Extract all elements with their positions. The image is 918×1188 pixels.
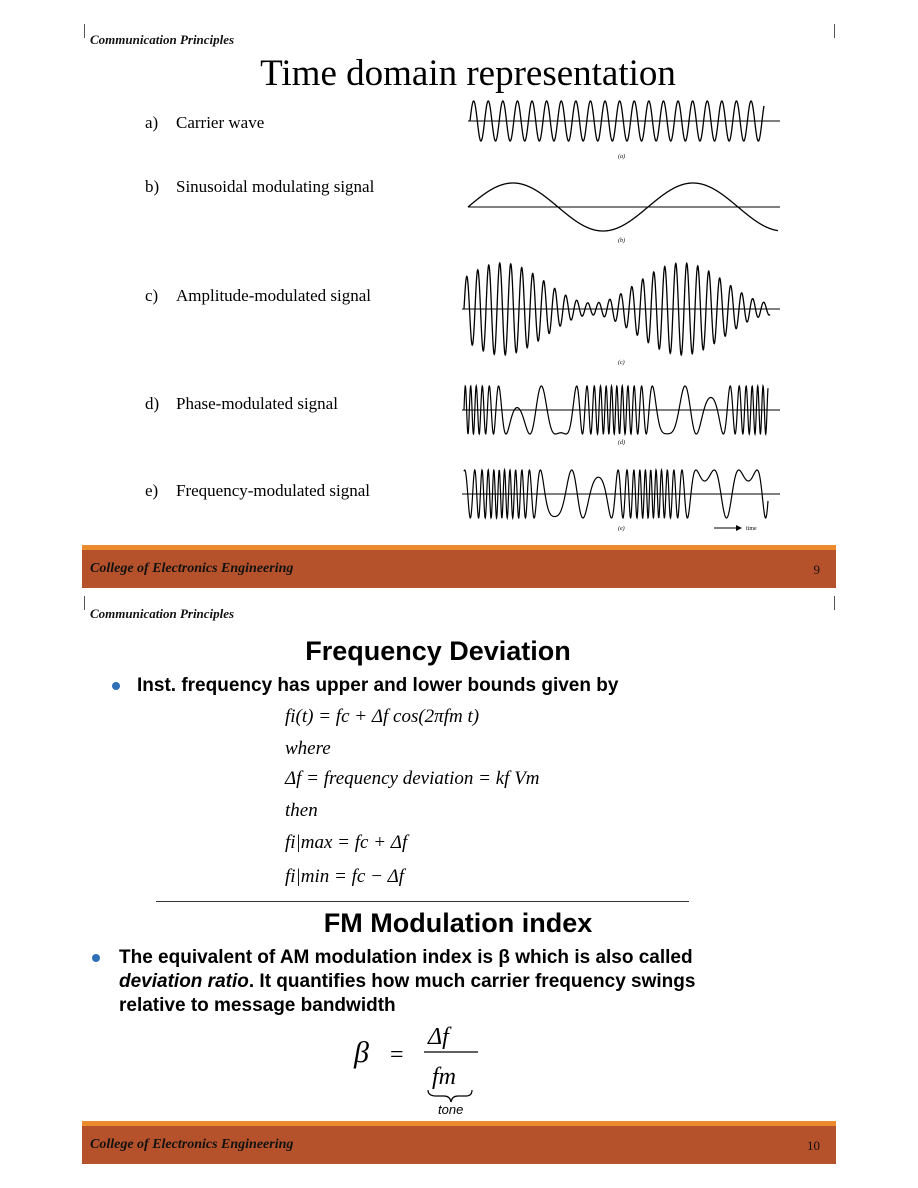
item-letter: e): [145, 481, 159, 500]
bullet-text-part: . It quantifies how much carrier frequency swings relative to message bandwidth: [119, 971, 696, 1016]
item-fm-signal: [145, 481, 370, 501]
item-modulating-signal: [145, 177, 374, 197]
fraction-denominator: fm: [432, 1064, 456, 1090]
item-label: Carrier wave: [176, 113, 265, 132]
item-letter: b): [145, 177, 160, 196]
bullet-instantaneous-frequency: Inst. frequency has upper and lower bounds given by: [137, 675, 619, 696]
modulating-signal-plot: [462, 170, 782, 245]
bullet-icon: [92, 954, 100, 962]
am-signal-plot: [462, 258, 782, 368]
carrier-wave-plot: [462, 92, 782, 162]
equation-where: where: [285, 738, 331, 759]
waveform-caption: (d): [618, 440, 625, 446]
footer-text: College of Electronics Engineering: [90, 561, 294, 576]
equation-frequency-deviation: Δf = frequency deviation = kf Vm: [285, 768, 540, 789]
slide-corner-mark: [834, 596, 835, 610]
slide-footer: [82, 1121, 836, 1164]
equation-instantaneous-frequency: fi(t) = fc + Δf cos(2πfm t): [285, 706, 480, 727]
equation-fi-min: fi|min = fc − Δf: [285, 866, 405, 887]
waveform-caption: (a): [618, 154, 625, 160]
section-title: FM Modulation index: [323, 908, 593, 938]
waveform-caption: (e): [618, 526, 625, 532]
time-arrow-head: [736, 525, 742, 531]
item-letter: a): [145, 113, 159, 132]
page-number: 10: [807, 1138, 820, 1153]
item-label: Amplitude-modulated signal: [176, 286, 371, 305]
bullet-modulation-index: [119, 946, 759, 1018]
equation-fi-max: fi|max = fc + Δf: [285, 832, 408, 853]
item-pm-signal: [145, 394, 338, 414]
slide-footer: [82, 545, 836, 588]
waveform-caption: (c): [618, 360, 625, 366]
pm-signal-plot: [462, 378, 782, 448]
slide-corner-mark: [834, 24, 835, 38]
item-letter: c): [145, 286, 159, 305]
equation-then: then: [285, 800, 318, 821]
item-label: Frequency-modulated signal: [176, 481, 371, 500]
underbrace-label: tone: [438, 1102, 464, 1117]
slide-header: Communication Principles: [90, 606, 235, 621]
deviation-ratio-term: deviation ratio: [119, 971, 249, 992]
slide-title: Time domain representation: [260, 53, 676, 94]
slide-frequency-deviation: [0, 594, 918, 1188]
item-label: Sinusoidal modulating signal: [176, 177, 375, 196]
equals-sign: =: [390, 1042, 404, 1068]
fraction-numerator: Δf: [428, 1024, 449, 1050]
waveform-caption: (b): [618, 238, 625, 244]
beta-symbol: β: [354, 1036, 369, 1069]
section-divider: [156, 901, 689, 902]
slide-corner-mark: [84, 24, 85, 38]
slide-header: Communication Principles: [90, 32, 235, 47]
item-am-signal: [145, 286, 371, 306]
underbrace: [428, 1090, 472, 1102]
fm-signal-plot: [462, 462, 782, 534]
item-carrier-wave: [145, 113, 264, 133]
bullet-icon: [112, 682, 120, 690]
slide-corner-mark: [84, 596, 85, 610]
beta-formula: [340, 1014, 500, 1124]
bullet-text-part: The equivalent of AM modulation index is β which is also called: [119, 947, 693, 968]
time-label: time: [746, 526, 757, 532]
item-label: Phase-modulated signal: [176, 394, 338, 413]
item-letter: d): [145, 394, 160, 413]
slide-title: Frequency Deviation: [305, 636, 571, 666]
page-number: 9: [813, 562, 820, 577]
footer-text: College of Electronics Engineering: [90, 1137, 294, 1152]
